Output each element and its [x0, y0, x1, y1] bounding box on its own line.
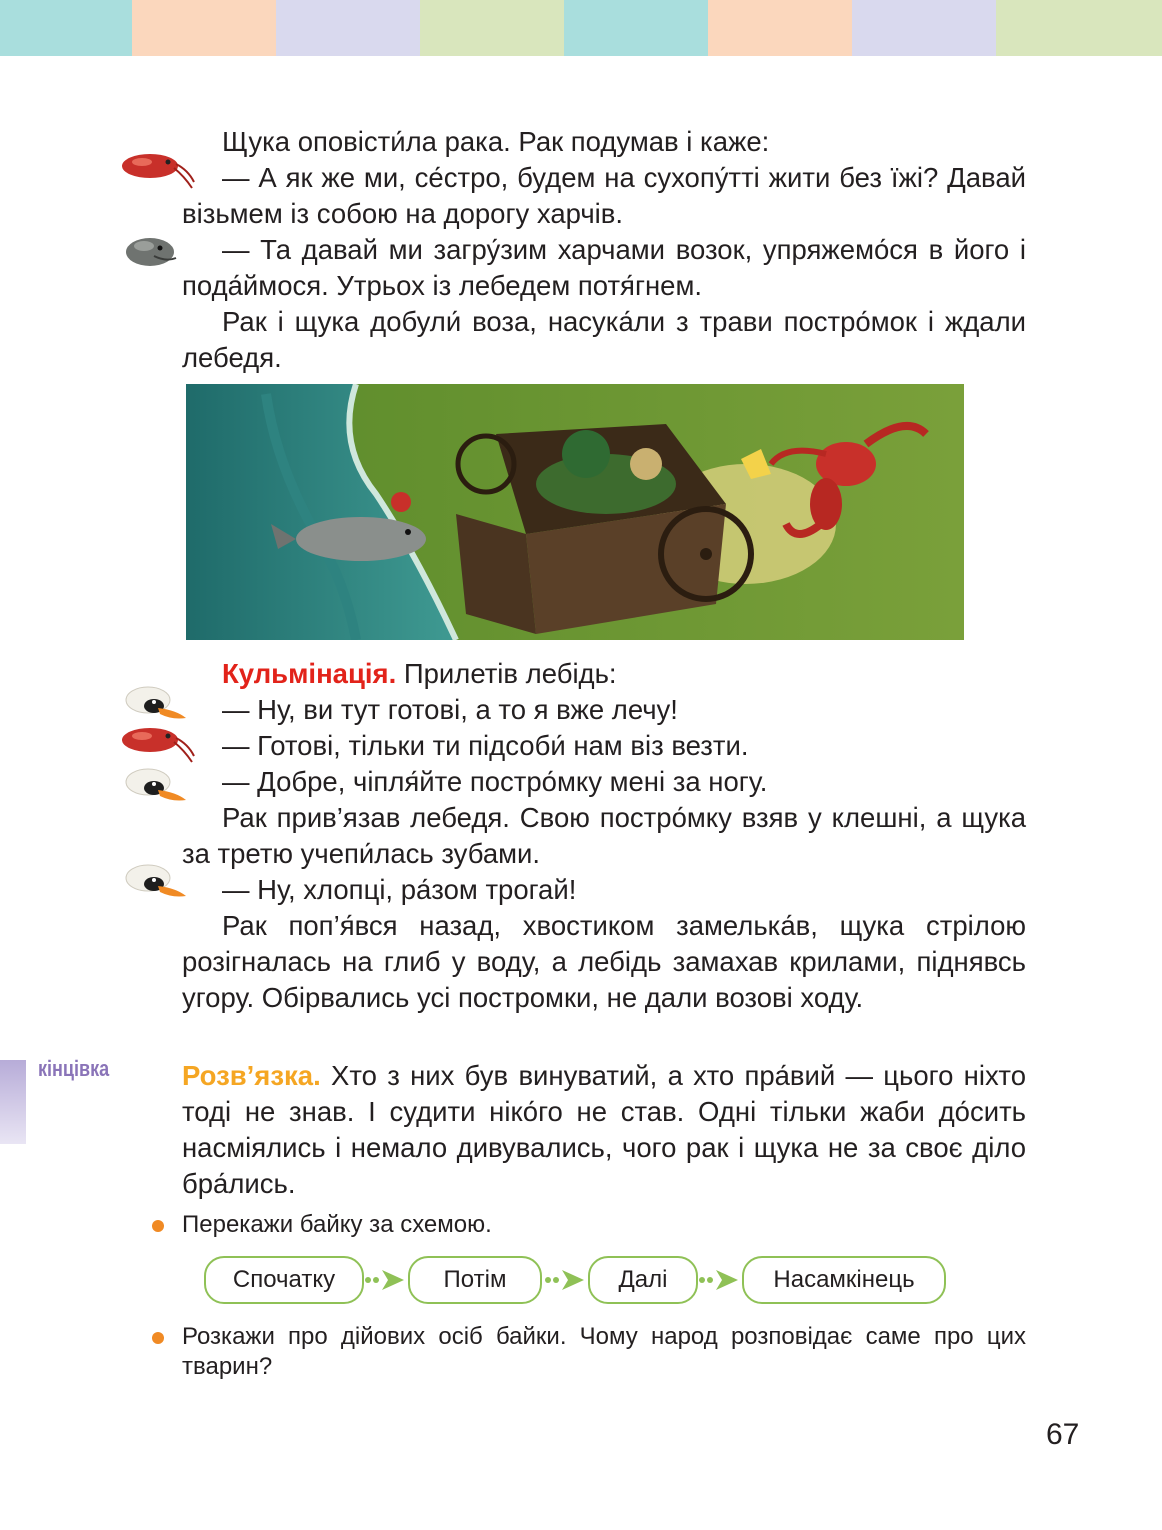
- story-paragraph: — Готові, тільки ти підсоби́ нам віз везти.: [222, 730, 749, 761]
- culmination-label: Кульмінація.: [222, 658, 397, 689]
- resolution-text: Хто з них був винуватий, а хто пра́вий — цього ніхто тоді не знав. І судити ніко́го не став. Одні тільки жаби до́сить насміялись і немало дивувались, чого рак і щука не за своє діло бра́лись.: [182, 1060, 1026, 1199]
- task-text: Розкажи про дійових осіб байки. Чому народ розповідає саме про цих тварин?: [182, 1323, 1026, 1380]
- side-marker-bar: [0, 1060, 26, 1144]
- story-paragraph: — А як же ми, се́стро, будем на сухопу́тті жити без їжі? Давай візьмем із собою на дорогу харчів.: [182, 162, 1026, 229]
- bullet-icon: [152, 1332, 164, 1344]
- task-text: Перекажи байку за схемою.: [182, 1211, 492, 1238]
- swan-icon: [124, 766, 190, 806]
- header-strip-segment: [996, 0, 1162, 56]
- arrow-right-icon: [698, 1266, 742, 1294]
- story-paragraph: Рак поп’я́вся назад, хвостиком замелька́в, щука стрілою розігналась на глиб у воду, а лебідь замахав крилами, піднявсь угору. Обірвались усі постромки, не дали возові ходу.: [182, 910, 1026, 1013]
- story-paragraph: — Та давай ми загру́зим харчами возок, упряжемо́ся в його і пода́ймося. Утрьох із лебедем потя́гнем.: [182, 234, 1026, 301]
- side-label: кінцівка: [38, 1056, 110, 1081]
- story-paragraph: — Ну, хлопці, ра́зом трогай!: [222, 874, 577, 905]
- resolution-label: Розв’язка.: [182, 1060, 321, 1091]
- story-illustration: [186, 384, 964, 640]
- header-color-strip: [0, 0, 1162, 56]
- arrow-right-icon: [544, 1266, 588, 1294]
- bullet-icon: [152, 1220, 164, 1232]
- swan-icon: [124, 684, 190, 724]
- header-strip-segment: [276, 0, 420, 56]
- story-paragraph: — Ну, ви тут готові, а то я вже лечу!: [222, 694, 678, 725]
- header-strip-segment: [420, 0, 564, 56]
- header-strip-segment: [708, 0, 852, 56]
- header-strip-segment: [564, 0, 708, 56]
- arrow-right-icon: [364, 1266, 408, 1294]
- header-strip-segment: [132, 0, 276, 56]
- story-paragraph: — Добре, чіпля́йте постро́мку мені за ногу.: [222, 766, 768, 797]
- culmination-text: Прилетів лебідь:: [396, 658, 617, 689]
- story-paragraph: Рак прив’язав лебедя. Свою постро́мку взяв у клешні, а щука за третю учепи́лась зубами.: [182, 802, 1026, 869]
- swan-icon: [124, 862, 190, 902]
- story-paragraph: Щука оповісти́ла рака. Рак подумав і каже:: [222, 126, 770, 157]
- header-strip-segment: [852, 0, 996, 56]
- culmination-paragraph: [182, 656, 1026, 692]
- page-number: 67: [1046, 1418, 1080, 1451]
- pike-icon: [124, 232, 180, 272]
- resolution-paragraph: [182, 1058, 1026, 1202]
- scheme-step: Насамкінець: [742, 1256, 946, 1304]
- header-strip-segment: [0, 0, 132, 56]
- scheme-step: Далі: [588, 1256, 698, 1304]
- scheme-step: Потім: [408, 1256, 542, 1304]
- scheme-step: Спочатку: [204, 1256, 364, 1304]
- story-paragraph: Рак і щука добули́ воза, насука́ли з трави постро́мок і ждали лебедя.: [182, 306, 1026, 373]
